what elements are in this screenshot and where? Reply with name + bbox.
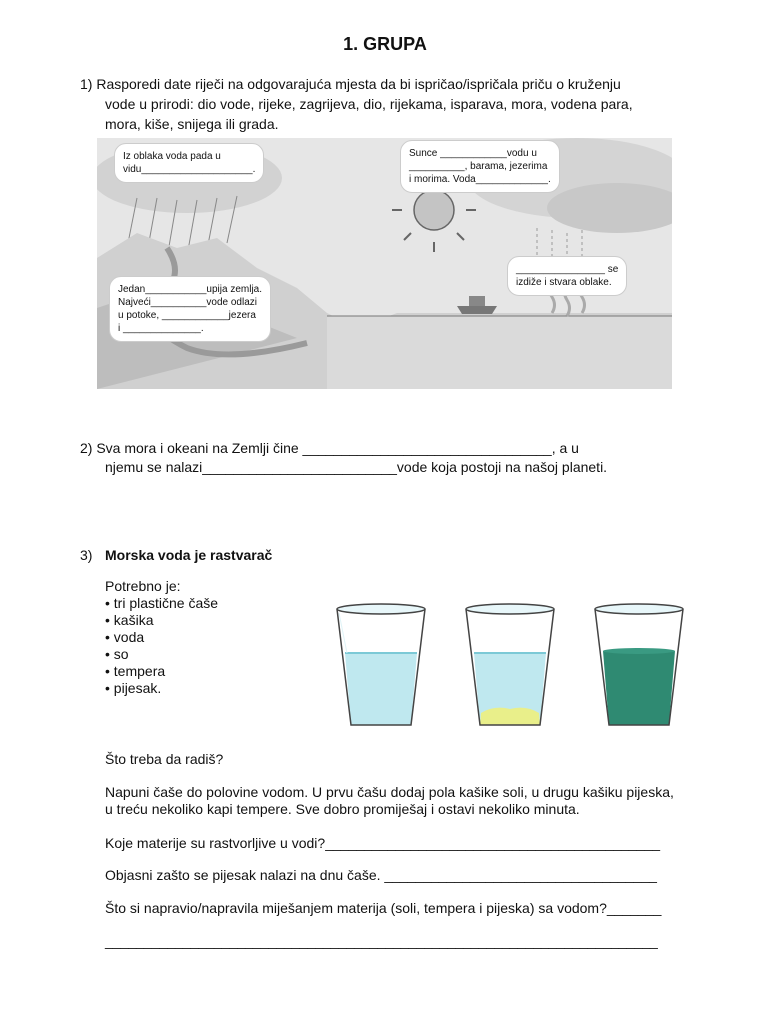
needed-item: • pijesak. bbox=[105, 680, 162, 696]
q1-line-1: 1) Rasporedi date riječi na odgovarajuća mjesta da bi ispričao/ispričala priču o kruženju bbox=[80, 76, 621, 92]
bubble-ground-line-3: u potoke, ____________jezera bbox=[118, 310, 256, 321]
glass-salt bbox=[335, 603, 427, 731]
bubble-sun-line-3: i morima. Voda_____________. bbox=[409, 174, 551, 185]
q2-line-1: 2) Sva mora i okeani na Zemlji čine ________________________________, a u bbox=[80, 440, 579, 456]
bubble-ground-line-1: Jedan___________upija zemlja. bbox=[118, 284, 263, 295]
question-mixing: Što si napravio/napravila miješanjem materija (soli, tempera i pijeska) sa vodom?_______ bbox=[105, 900, 662, 916]
bubble-rain-line-2: vidu____________________. bbox=[123, 164, 256, 175]
question-sand: Objasni zašto se pijesak nalazi na dnu čaše. ___________________________________ bbox=[105, 867, 657, 883]
q1-line-3: mora, kiše, snijega ili grada. bbox=[105, 116, 279, 132]
question-soluble: Koje materije su rastvorljive u vodi?___________________________________________ bbox=[105, 835, 661, 851]
instructions-line-2: u treću nekoliko kapi tempere. Sve dobro promiješaj i ostavi nekoliko minuta. bbox=[105, 801, 580, 817]
page-title: 1. GRUPA bbox=[343, 34, 427, 54]
bubble-sun bbox=[400, 140, 560, 193]
bubble-sun-line-2: __________, barama, jezerima bbox=[409, 161, 548, 172]
instructions-line-1: Napuni čaše do polovine vodom. U prvu čašu dodaj pola kašike soli, u drugu kašiku pijeska, bbox=[105, 784, 674, 800]
bubble-vapor-line-2: izdiže i stvara oblake. bbox=[516, 277, 612, 288]
needed-item: • kašika bbox=[105, 612, 154, 628]
needed-item: • voda bbox=[105, 629, 145, 645]
bubble-rain-line-1: Iz oblaka voda pada u bbox=[123, 151, 221, 162]
needed-item: • tri plastične čaše bbox=[105, 595, 219, 611]
water-cycle-illustration bbox=[97, 138, 672, 389]
q2-line-2: njemu se nalazi_________________________vode koja postoji na našoj planeti. bbox=[105, 459, 608, 475]
needed-label: Potrebno je: bbox=[105, 578, 181, 594]
q3-heading: Morska voda je rastvarač bbox=[105, 547, 273, 563]
q1-line-2: vode u prirodi: dio vode, rijeke, zagrijeva, dio, rijekama, isparava, mora, vodena para, bbox=[105, 96, 633, 112]
bubble-sun-line-1: Sunce ____________vodu u bbox=[409, 148, 537, 159]
bubble-vapor bbox=[507, 256, 627, 296]
todo-label: Što treba da radiš? bbox=[105, 751, 224, 767]
q3-number: 3) bbox=[80, 547, 93, 563]
needed-item: • so bbox=[105, 646, 129, 662]
bubble-ground bbox=[109, 276, 271, 342]
glass-tempera bbox=[593, 603, 685, 731]
glass-sand bbox=[464, 603, 556, 731]
answer-line: _______________________________________________________________________ bbox=[105, 933, 658, 949]
bubble-ground-line-4: i ______________. bbox=[118, 323, 204, 334]
bubble-ground-line-2: Najveći__________vode odlazi bbox=[118, 297, 257, 308]
bubble-rain bbox=[114, 143, 264, 183]
bubble-vapor-line-1: ________________ se bbox=[516, 264, 619, 275]
needed-item: • tempera bbox=[105, 663, 166, 679]
